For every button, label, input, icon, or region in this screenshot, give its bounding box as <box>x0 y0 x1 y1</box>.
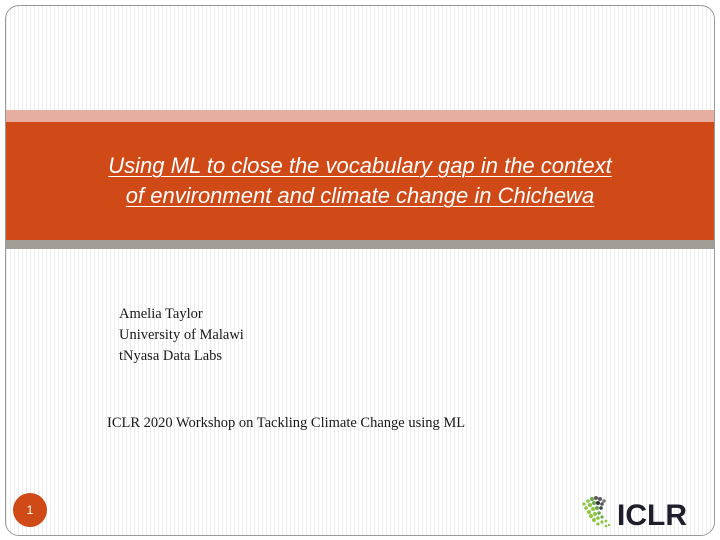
page-number-badge <box>13 493 47 527</box>
title-band <box>6 122 714 240</box>
author-block <box>119 304 244 367</box>
affiliation-line-1: University of Malawi <box>119 327 244 343</box>
title-band-bottom-stripe <box>6 240 714 249</box>
slide-frame <box>5 5 715 536</box>
iclr-logo <box>580 494 706 530</box>
slide-title-line-1: Using ML to close the vocabulary gap in the context <box>108 153 612 178</box>
iclr-dotted-mark-icon <box>582 496 610 527</box>
venue-line: ICLR 2020 Workshop on Tackling Climate Change using ML <box>107 415 466 431</box>
title-band-top-stripe <box>6 110 714 122</box>
author-name: Amelia Taylor <box>119 306 203 322</box>
slide-title <box>88 151 631 211</box>
slide-title-line-2: of environment and climate change in Chichewa <box>125 183 595 208</box>
affiliation-line-2: tNyasa Data Labs <box>119 348 223 364</box>
iclr-logo-text: ICLR <box>617 499 687 530</box>
page-number: 1 <box>26 503 34 517</box>
